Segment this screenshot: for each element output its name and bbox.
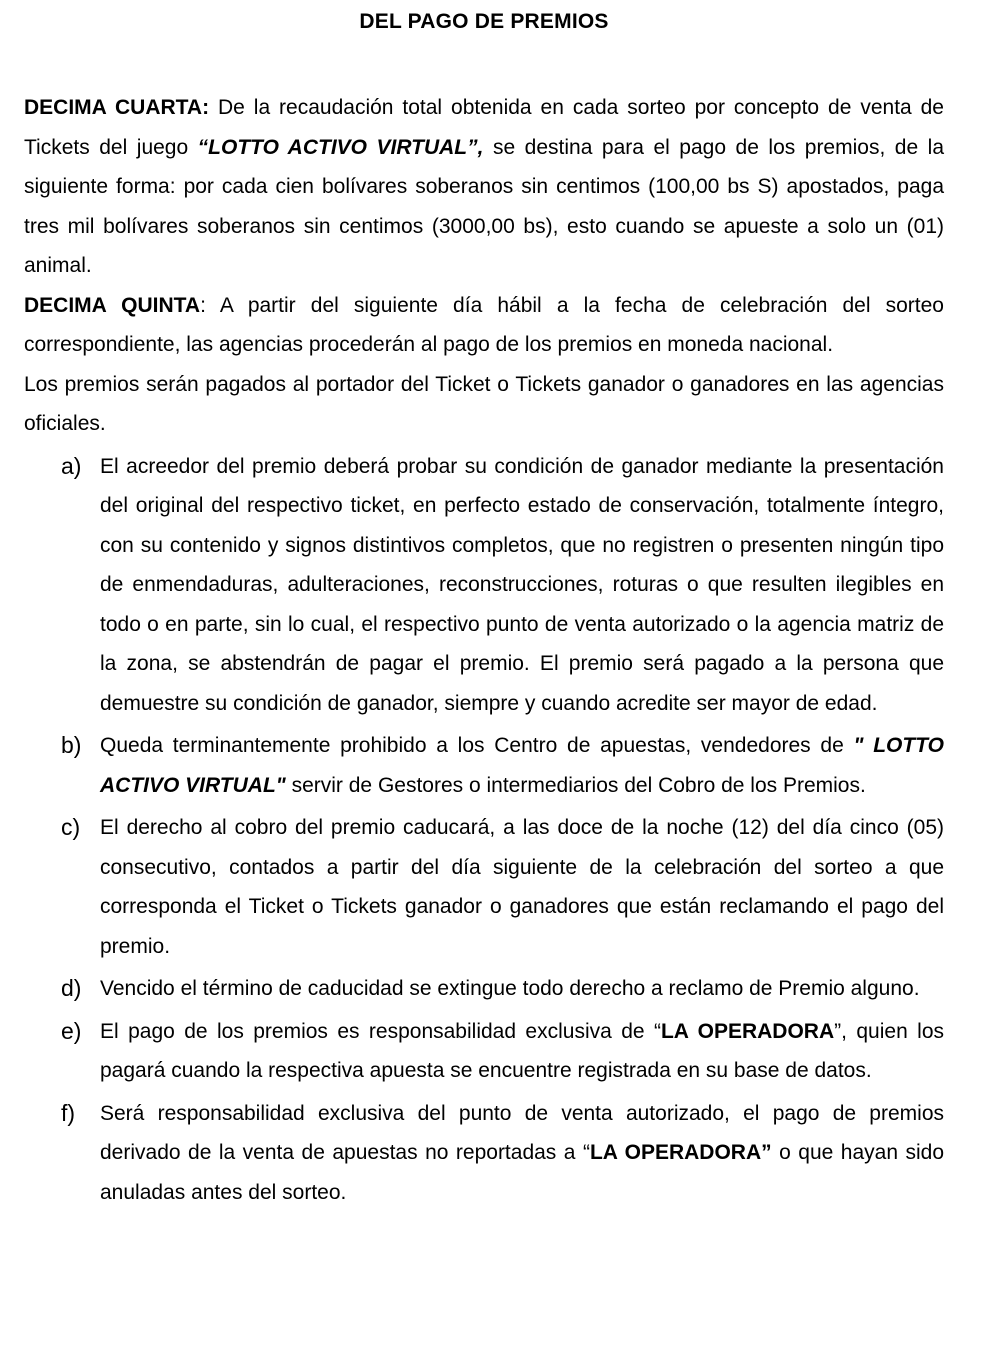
operator-name: LA OPERADORA” [589, 1141, 772, 1164]
clause-text: : A partir del siguiente día hábil a la fecha de celebración del sorteo correspondiente, las agencias procederán al pago de los premios en moneda nacional. [24, 293, 944, 356]
list-item-text: El derecho al cobro del premio caducará, a las doce de la noche (12) del día cinco (05) consecutivo, contados a partir del día siguiente de la celebración del sorteo a que corresponda el Ticket o Tickets ganador o ganadores que están reclamando el pago del premio. [100, 816, 944, 958]
list-item-f [24, 1094, 944, 1213]
clause-decima-quinta-continued: Los premios serán pagados al portador del Ticket o Tickets ganador o ganadores en las agencias oficiales. [24, 372, 944, 435]
clause-text: se destina para el pago de los premios, de la siguiente forma: por cada cien bolívares soberanos sin centimos (100,00 bs S) apostados, paga tres mil bolívares soberanos sin centimos (3000,00 bs), esto cuando se apueste a solo un (01) animal. [24, 135, 945, 277]
list-item-e [24, 1012, 944, 1091]
clause-decima-quinta [24, 286, 944, 365]
game-name: " LOTTO ACTIVO VIRTUAL" [100, 734, 944, 797]
list-item-text: ”, quien los pagará cuando la respectiva apuesta se encuentre registrada en su base de datos. [100, 1019, 944, 1082]
list-marker: d) [61, 975, 82, 1001]
clause-decima-cuarta [24, 88, 944, 286]
list-item-b [24, 726, 944, 805]
list-marker: c) [61, 814, 81, 840]
list-item-text: El pago de los premios es responsabilidad exclusiva de “ [100, 1019, 661, 1043]
list-item-a [24, 447, 944, 724]
game-name: “LOTTO ACTIVO VIRTUAL”, [197, 135, 484, 159]
list-marker: b) [61, 732, 82, 758]
list-marker: e) [61, 1017, 82, 1044]
conditions-list [24, 447, 944, 1213]
list-item-c [24, 808, 944, 966]
section-title: DEL PAGO DE PREMIOS [359, 10, 609, 33]
list-item-text: o que hayan sido anuladas antes del sorteo. [100, 1141, 945, 1204]
clause-heading: DECIMA QUINTA [24, 293, 201, 317]
list-item-text: Vencido el término de caducidad se extingue todo derecho a reclamo de Premio alguno. [100, 977, 920, 1000]
list-item-text: servir de Gestores o intermediarios del Cobro de los Premios. [285, 773, 866, 797]
list-marker: a) [61, 452, 82, 479]
clause-heading: DECIMA CUARTA: [24, 96, 210, 119]
clause-text: De la recaudación total obtenida en cada sorteo por concepto de venta de Tickets del juego [24, 96, 944, 159]
document-page [24, 0, 944, 1212]
list-item-text: Queda terminantemente prohibido a los Centro de apuestas, vendedores de [100, 734, 854, 757]
list-marker: f) [61, 1099, 76, 1126]
operator-name: LA OPERADORA [660, 1019, 835, 1043]
list-item-text: Será responsabilidad exclusiva del punto de venta autorizado, el pago de premios derivado de la venta de apuestas no reportadas a “ [100, 1101, 944, 1164]
list-item-text: El acreedor del premio deberá probar su condición de ganador mediante la presentación del original del respectivo ticket, en perfecto estado de conservación, totalmente íntegro, con su contenido y signos distintivos completos, que no registren o presenten ningún tipo de enmendaduras, adulteraciones, reconstrucciones, roturas o que resulten ilegibles en todo o en parte, sin lo cual, el respectivo punto de venta autorizado o la agencia matriz de la zona, se abstendrán de pagar el premio. El premio será pagado a la persona que demuestre su condición de ganador, siempre y cuando acredite ser mayor de edad. [100, 454, 944, 715]
list-item-d [24, 969, 944, 1009]
